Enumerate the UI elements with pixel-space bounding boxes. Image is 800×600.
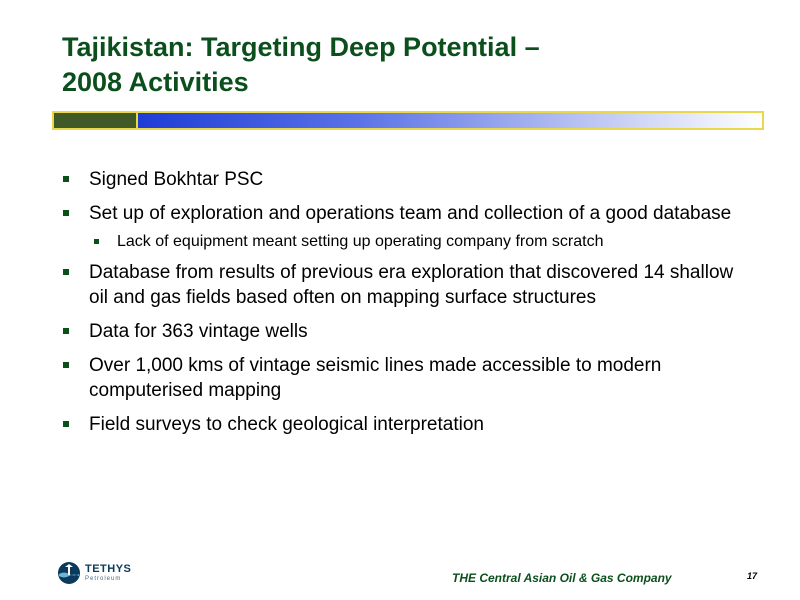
title-divider-bar bbox=[52, 111, 764, 130]
slide-title bbox=[62, 30, 762, 100]
logo-subtitle: Petroleum bbox=[85, 576, 122, 582]
slide-title-line-2: 2008 Activities bbox=[62, 67, 249, 97]
bullet-item: Field surveys to check geological interpretation bbox=[62, 412, 752, 437]
bullet-item: Data for 363 vintage wells bbox=[62, 319, 752, 344]
page-number: 17 bbox=[747, 571, 758, 581]
bullet-item: Set up of exploration and operations team and collection of a good database bbox=[62, 201, 752, 226]
tethys-logo-icon bbox=[57, 561, 81, 585]
divider-blue-gradient bbox=[138, 113, 762, 128]
sub-bullet-item: Lack of equipment meant setting up operating company from scratch bbox=[62, 232, 752, 252]
bullet-item: Database from results of previous era exploration that discovered 14 shallow oil and gas fields based often on mapping surface structures bbox=[62, 260, 752, 310]
company-logo bbox=[57, 561, 131, 585]
divider-green-block bbox=[54, 113, 138, 128]
footer-tagline: THE Central Asian Oil & Gas Company bbox=[452, 571, 672, 585]
bullet-item: Over 1,000 kms of vintage seismic lines made accessible to modern computerised mapping bbox=[62, 353, 752, 403]
slide-title-line-1: Tajikistan: Targeting Deep Potential – bbox=[62, 32, 540, 62]
bullet-list bbox=[62, 167, 752, 446]
bullet-item: Signed Bokhtar PSC bbox=[62, 167, 752, 192]
logo-name: TETHYS bbox=[85, 563, 132, 575]
